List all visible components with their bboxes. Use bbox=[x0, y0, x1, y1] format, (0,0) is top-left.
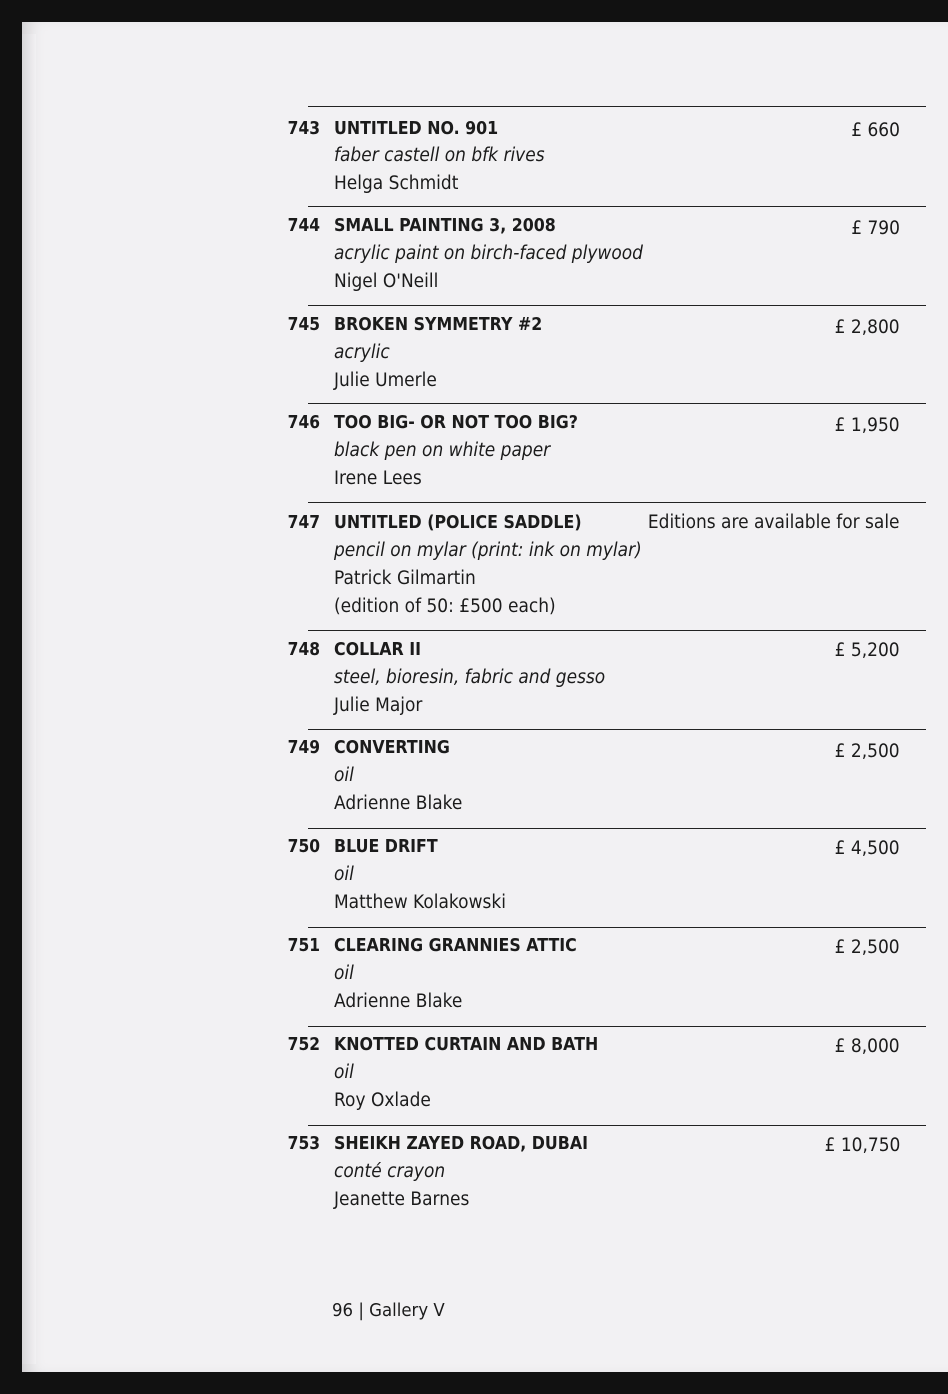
entry-medium: faber castell on bfk rives bbox=[334, 145, 545, 166]
entry-number: 745 bbox=[287, 314, 320, 335]
entry-medium: pencil on mylar (print: ink on mylar) bbox=[334, 540, 642, 561]
entry-medium: oil bbox=[334, 1062, 354, 1083]
entry-divider bbox=[308, 1125, 926, 1126]
entry-price: £ 660 bbox=[851, 120, 900, 141]
entry-artist: Adrienne Blake bbox=[334, 793, 463, 814]
entry-title: COLLAR II bbox=[334, 639, 422, 660]
entry-divider bbox=[308, 927, 926, 928]
entry-number: 751 bbox=[287, 935, 320, 956]
entry-price: £ 8,000 bbox=[835, 1036, 900, 1057]
entry-title: SHEIKH ZAYED ROAD, DUBAI bbox=[334, 1133, 589, 1154]
entry-title: BROKEN SYMMETRY #2 bbox=[334, 314, 543, 335]
entry-number: 744 bbox=[287, 215, 320, 236]
entry-divider bbox=[308, 1026, 926, 1027]
entry-artist: Patrick Gilmartin bbox=[334, 568, 476, 589]
entry-number: 749 bbox=[287, 737, 320, 758]
entry-price: £ 4,500 bbox=[835, 838, 900, 859]
entry-divider bbox=[308, 106, 926, 107]
page-footer: 96 | Gallery V bbox=[332, 1300, 445, 1321]
page-edge-shadow bbox=[22, 34, 36, 1364]
entry-divider bbox=[308, 828, 926, 829]
entry-artist: Roy Oxlade bbox=[334, 1090, 431, 1111]
entry-title: UNTITLED NO. 901 bbox=[334, 118, 499, 139]
entry-artist: Julie Major bbox=[334, 695, 423, 716]
entry-price: £ 2,800 bbox=[835, 317, 900, 338]
entry-title: UNTITLED (POLICE SADDLE) bbox=[334, 512, 582, 533]
entry-price: £ 2,500 bbox=[835, 937, 900, 958]
entry-artist: Matthew Kolakowski bbox=[334, 892, 506, 913]
entry-medium: oil bbox=[334, 765, 354, 786]
entry-number: 753 bbox=[287, 1133, 320, 1154]
entry-title: CONVERTING bbox=[334, 737, 450, 758]
entry-artist: Jeanette Barnes bbox=[334, 1189, 470, 1210]
entry-price: £ 5,200 bbox=[835, 640, 900, 661]
entry-price: Editions are available for sale bbox=[648, 512, 900, 533]
entry-price: £ 2,500 bbox=[835, 741, 900, 762]
entry-title: SMALL PAINTING 3, 2008 bbox=[334, 215, 556, 236]
entry-divider bbox=[308, 403, 926, 404]
entry-number: 743 bbox=[287, 118, 320, 139]
entry-artist: Helga Schmidt bbox=[334, 173, 459, 194]
entry-medium: acrylic bbox=[334, 342, 390, 363]
entry-medium: oil bbox=[334, 963, 354, 984]
entry-divider bbox=[308, 502, 926, 503]
entry-number: 746 bbox=[287, 412, 320, 433]
entry-medium: oil bbox=[334, 864, 354, 885]
entry-artist: Nigel O'Neill bbox=[334, 271, 439, 292]
entry-title: BLUE DRIFT bbox=[334, 836, 438, 857]
entry-price: £ 1,950 bbox=[835, 415, 900, 436]
entry-price: £ 10,750 bbox=[824, 1135, 900, 1156]
entry-artist: Adrienne Blake bbox=[334, 991, 463, 1012]
entry-number: 752 bbox=[287, 1034, 320, 1055]
entry-medium: black pen on white paper bbox=[334, 440, 551, 461]
entry-divider bbox=[308, 729, 926, 730]
entry-title: TOO BIG- OR NOT TOO BIG? bbox=[334, 412, 578, 433]
entry-number: 750 bbox=[287, 836, 320, 857]
entry-medium: conté crayon bbox=[334, 1161, 446, 1182]
entry-edition: (edition of 50: £500 each) bbox=[334, 596, 556, 617]
entry-number: 747 bbox=[287, 512, 320, 533]
entry-medium: steel, bioresin, fabric and gesso bbox=[334, 667, 606, 688]
entry-number: 748 bbox=[287, 639, 320, 660]
entry-artist: Julie Umerle bbox=[334, 370, 437, 391]
entry-divider bbox=[308, 206, 926, 207]
entry-artist: Irene Lees bbox=[334, 468, 422, 489]
entry-title: KNOTTED CURTAIN AND BATH bbox=[334, 1034, 599, 1055]
entry-title: CLEARING GRANNIES ATTIC bbox=[334, 935, 577, 956]
entry-medium: acrylic paint on birch-faced plywood bbox=[334, 243, 643, 264]
entry-divider bbox=[308, 305, 926, 306]
entry-price: £ 790 bbox=[851, 218, 900, 239]
entry-divider bbox=[308, 630, 926, 631]
